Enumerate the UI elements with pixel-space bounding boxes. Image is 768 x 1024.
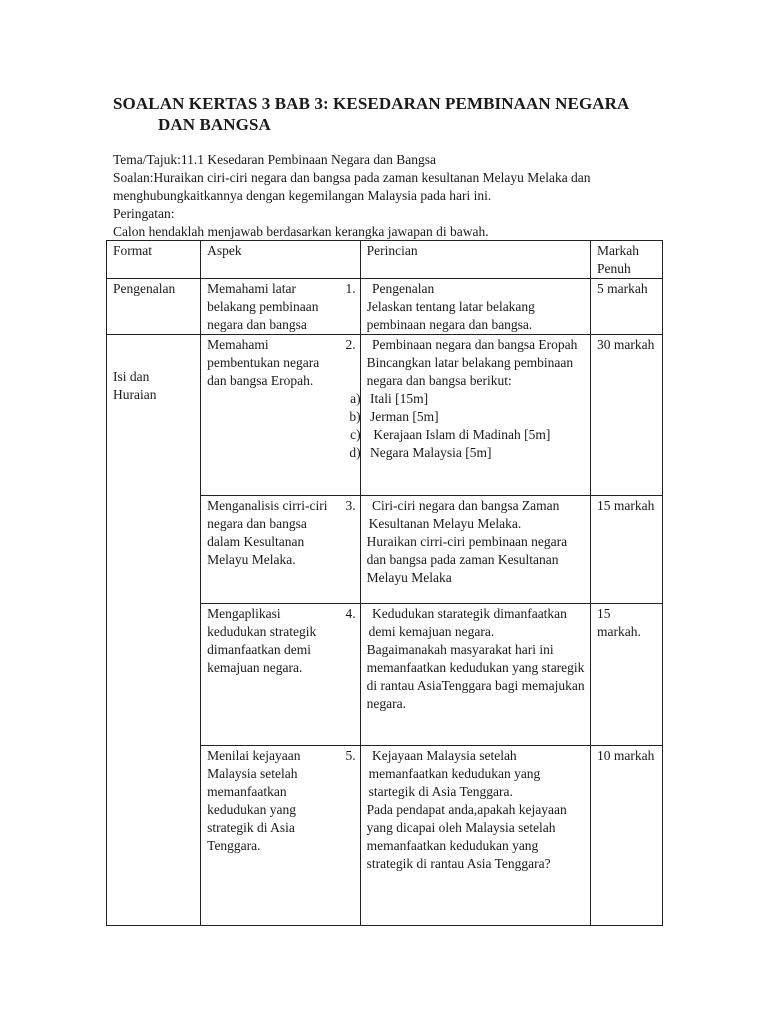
perincian-body: Bincangkan latar belakang pembinaan negara dan bangsa berikut: bbox=[366, 355, 574, 388]
list-text: Itali [15m] bbox=[370, 391, 429, 406]
peringatan-label: Peringatan: bbox=[113, 206, 175, 221]
list-item bbox=[350, 390, 585, 408]
aspek-text: Menganalisis cirri-ciri negara dan bangsa dalam Kesultanan Melayu Melaka. bbox=[207, 498, 328, 567]
perincian-cell bbox=[360, 746, 590, 926]
list-item bbox=[350, 426, 585, 444]
aspek-number: 4. bbox=[345, 606, 356, 621]
format-cell: Pengenalan bbox=[107, 279, 201, 335]
list-item bbox=[349, 408, 585, 426]
perincian-cell bbox=[360, 279, 590, 335]
markah-cell: 5 markah bbox=[590, 279, 662, 335]
aspek-text: Memahami latar belakang pembinaan negara dan bangsa bbox=[207, 281, 319, 332]
isi-huraian-label: Isi dan Huraian bbox=[113, 369, 157, 402]
list-marker: d) bbox=[349, 445, 361, 460]
header-markah-line1: Markah bbox=[596, 243, 639, 258]
markah-cell: 30 markah bbox=[590, 335, 662, 496]
header-markah-line2: Penuh bbox=[596, 261, 631, 276]
aspek-text: Mengaplikasi kedudukan strategik dimanfaatkan demi kemajuan negara. bbox=[207, 606, 317, 675]
perincian-body: Huraikan cirri-ciri pembinaan negara dan bangsa pada zaman Kesultanan Melayu Melaka bbox=[366, 534, 568, 585]
list-marker: a) bbox=[350, 391, 361, 406]
perincian-title: Pengenalan bbox=[372, 281, 435, 296]
perincian-cell bbox=[349, 335, 590, 496]
format-cell-isi bbox=[107, 335, 201, 926]
list-marker: c) bbox=[350, 427, 361, 442]
table-row bbox=[107, 279, 663, 335]
aspek-number: 3. bbox=[345, 498, 356, 513]
soalan-line-2: menghubungkaitkannya dengan kegemilangan Malaysia pada hari ini. bbox=[113, 188, 492, 203]
markah-cell: 15 markah. bbox=[590, 604, 662, 746]
header-format: Format bbox=[107, 241, 201, 279]
perincian-title: Kejayaan Malaysia setelah memanfaatkan kedudukan yang startegik di Asia Tenggara. bbox=[368, 748, 541, 799]
title-line-2: DAN BANGSA bbox=[158, 115, 271, 134]
table-row bbox=[107, 335, 663, 496]
perincian-cell bbox=[360, 604, 590, 746]
perincian-list bbox=[349, 390, 585, 462]
list-text: Jerman [5m] bbox=[370, 409, 439, 424]
list-item bbox=[349, 444, 585, 462]
perincian-body: Jelaskan tentang latar belakang pembinaan negara dan bangsa. bbox=[366, 299, 535, 332]
calon-instruction: Calon hendaklah menjawab berdasarkan kerangka jawapan di bawah. bbox=[113, 224, 489, 239]
perincian-title: Kedudukan starategik dimanfaatkan demi kemajuan negara. bbox=[368, 606, 567, 639]
aspek-text: Memahami pembentukan negara dan bangsa Eropah. bbox=[207, 337, 320, 388]
aspek-number: 5. bbox=[345, 748, 356, 763]
aspek-number: 2. bbox=[345, 337, 356, 352]
perincian-title: Ciri-ciri negara dan bangsa Zaman Kesultanan Melayu Melaka. bbox=[368, 498, 560, 531]
aspek-cell bbox=[201, 746, 360, 926]
title-line-1: SOALAN KERTAS 3 BAB 3: KESEDARAN PEMBINAAN NEGARA bbox=[113, 94, 630, 113]
aspek-number: 1. bbox=[345, 281, 356, 296]
aspek-cell bbox=[201, 604, 360, 746]
header-aspek: Aspek bbox=[201, 241, 360, 279]
list-text: Kerajaan Islam di Madinah [5m] bbox=[373, 427, 551, 442]
perincian-title: Pembinaan negara dan bangsa Eropah bbox=[372, 337, 578, 352]
perincian-body: Pada pendapat anda,apakah kejayaan yang dicapai oleh Malaysia setelah memanfaatkan kedudukan yang strategik di rantau Asia Tenggara? bbox=[366, 802, 567, 871]
tema-line: Tema/Tajuk:11.1 Kesedaran Pembinaan Negara dan Bangsa bbox=[113, 152, 436, 167]
markah-cell: 15 markah bbox=[590, 496, 662, 604]
question-intro bbox=[113, 151, 673, 241]
header-markah bbox=[590, 241, 662, 279]
document-title bbox=[113, 93, 629, 135]
table-header-row bbox=[107, 241, 663, 279]
list-text: Negara Malaysia [5m] bbox=[370, 445, 492, 460]
aspek-cell bbox=[201, 496, 360, 604]
markah-cell: 10 markah bbox=[590, 746, 662, 926]
aspek-text: Menilai kejayaan Malaysia setelah memanfaatkan kedudukan yang strategik di Asia Tenggara. bbox=[207, 748, 301, 853]
perincian-body: Bagaimanakah masyarakat hari ini memanfaatkan kedudukan yang staregik di rantau AsiaTenggara bagi memajukan negara. bbox=[366, 642, 585, 711]
soalan-line-1: Soalan:Huraikan ciri-ciri negara dan bangsa pada zaman kesultanan Melayu Melaka dan bbox=[113, 170, 591, 185]
perincian-cell bbox=[360, 496, 590, 604]
answer-framework-table bbox=[106, 240, 663, 926]
header-perincian: Perincian bbox=[360, 241, 590, 279]
aspek-cell bbox=[201, 279, 360, 335]
list-marker: b) bbox=[349, 409, 361, 424]
